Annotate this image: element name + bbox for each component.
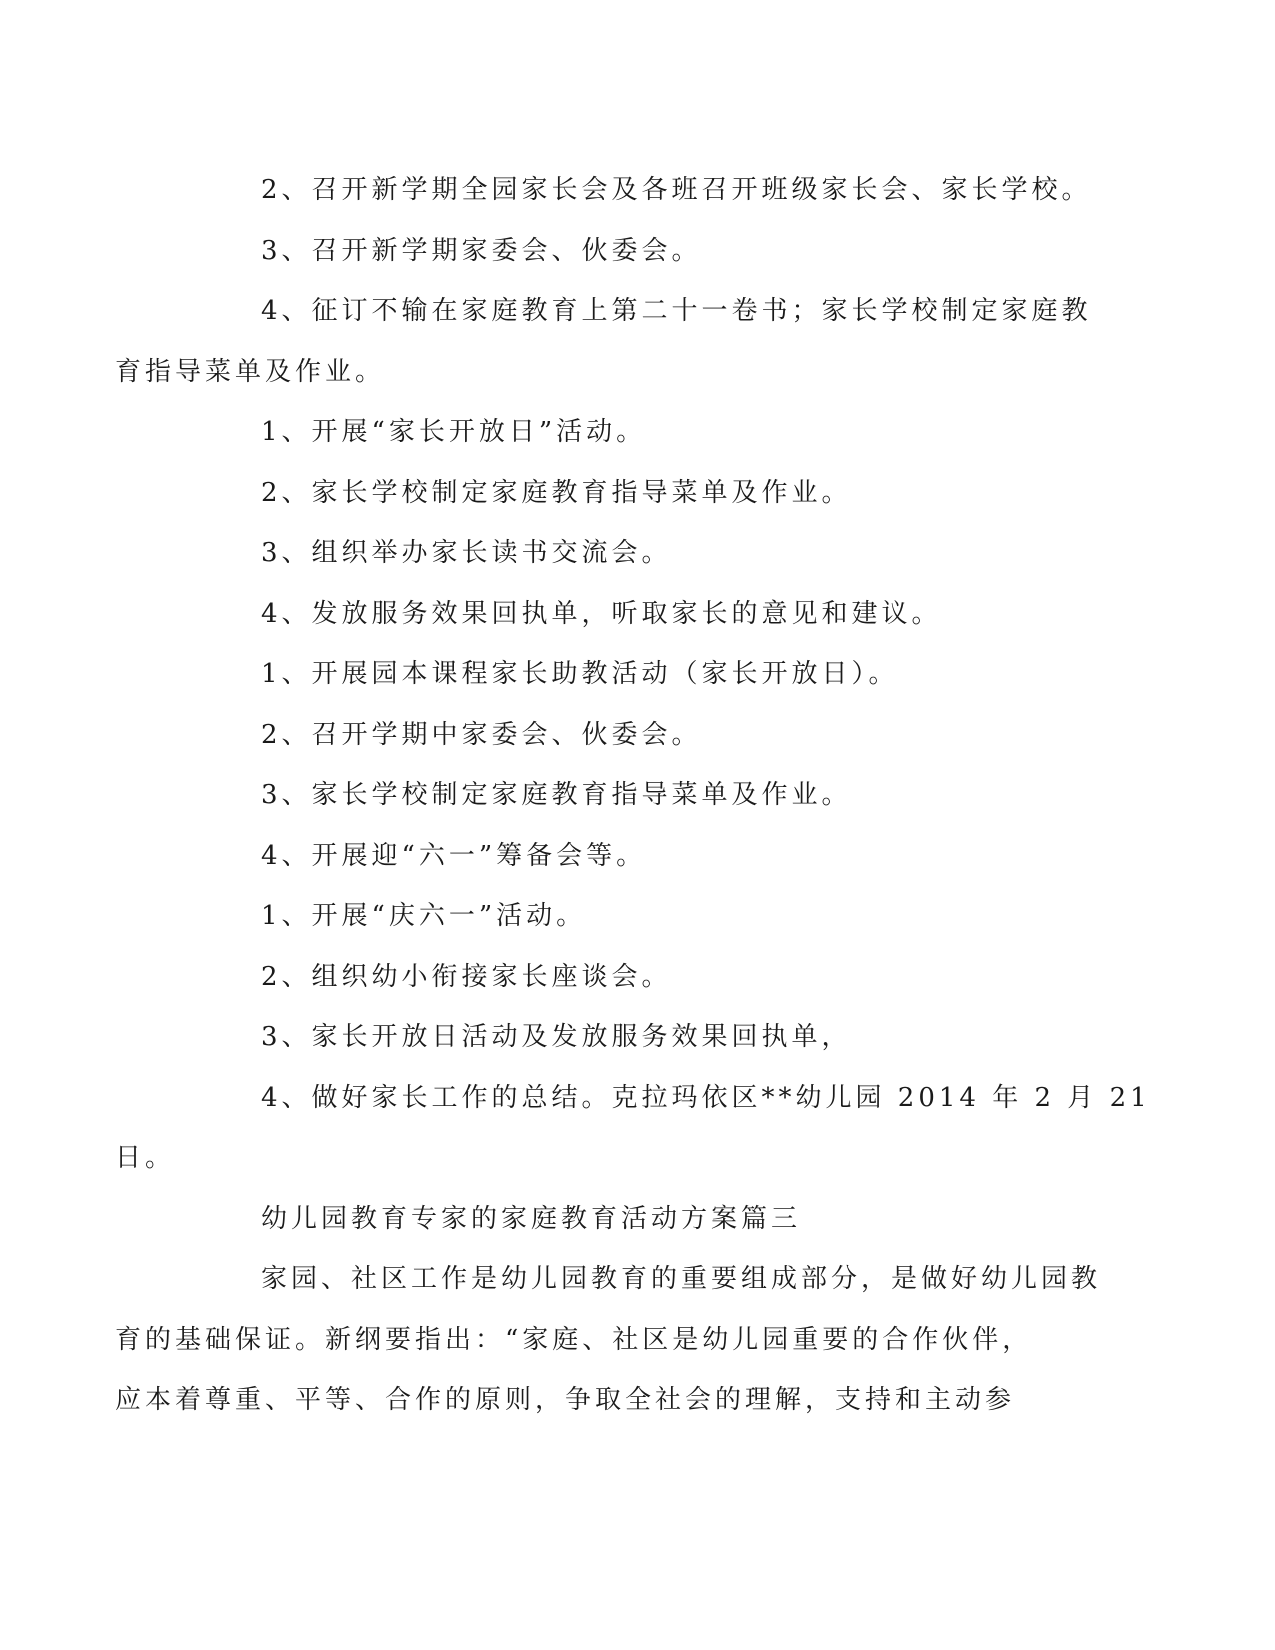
paragraph-14 xyxy=(188,1007,1078,1068)
paragraph-10 xyxy=(188,765,1078,826)
paragraph-5 xyxy=(188,463,1078,524)
paragraph-12 xyxy=(188,886,1078,947)
paragraph-15-line-2: 日。 xyxy=(115,1143,176,1173)
paragraph-7-line-1: 4、发放服务效果回执单，听取家长的意见和建议。 xyxy=(261,598,942,629)
paragraph-13-line-1: 2、组织幼小衔接家长座谈会。 xyxy=(261,961,672,992)
paragraph-17-line-3: 应本着尊重、平等、合作的原则，争取全社会的理解，支持和主动参 xyxy=(115,1385,1016,1415)
paragraph-1 xyxy=(188,160,1092,221)
paragraph-10-line-1: 3、家长学校制定家庭教育指导菜单及作业。 xyxy=(261,780,852,810)
document-body xyxy=(115,160,1151,1431)
paragraph-11 xyxy=(188,826,1078,887)
paragraph-3 xyxy=(115,281,1092,402)
paragraph-3-line-1: 4、征订不输在家庭教育上第二十一卷书；家长学校制定家庭教 xyxy=(261,296,1092,326)
paragraph-13 xyxy=(188,947,1078,1008)
paragraph-15 xyxy=(115,1068,1151,1189)
paragraph-4-line-1: 1、开展“家长开放日”活动。 xyxy=(261,417,647,447)
paragraph-12-line-1: 1、开展“庆六一”活动。 xyxy=(261,901,587,931)
paragraph-7 xyxy=(188,584,1078,645)
paragraph-9-line-1: 2、召开学期中家委会、伙委会。 xyxy=(261,719,702,750)
paragraph-5-line-1: 2、家长学校制定家庭教育指导菜单及作业。 xyxy=(261,477,852,508)
paragraph-8-line-1: 1、开展园本课程家长助教活动（家长开放日）。 xyxy=(261,659,899,689)
paragraph-8 xyxy=(188,644,1078,705)
paragraph-9 xyxy=(188,705,1078,766)
paragraph-2-line-1: 3、召开新学期家委会、伙委会。 xyxy=(261,235,702,266)
paragraph-17-line-2: 育的基础保证。新纲要指出：“家庭、社区是幼儿园重要的合作伙伴， xyxy=(115,1324,1033,1355)
paragraph-17 xyxy=(115,1249,1102,1431)
paragraph-11-line-1: 4、开展迎“六一”筹备会等。 xyxy=(261,840,647,871)
paragraph-17-line-1: 家园、社区工作是幼儿园教育的重要组成部分，是做好幼儿园教 xyxy=(261,1264,1102,1294)
paragraph-2 xyxy=(188,221,1078,282)
paragraph-15-line-1: 4、做好家长工作的总结。克拉玛依区**幼儿园 2014 年 2 月 21 xyxy=(261,1082,1151,1113)
paragraph-3-line-2: 育指导菜单及作业。 xyxy=(115,356,386,387)
paragraph-1-line-1: 2、召开新学期全园家长会及各班召开班级家长会、家长学校。 xyxy=(261,175,1092,205)
paragraph-6 xyxy=(188,523,1078,584)
section-heading-text: 幼儿园教育专家的家庭教育活动方案篇三 xyxy=(261,1203,802,1234)
paragraph-14-line-1: 3、家长开放日活动及发放服务效果回执单， xyxy=(261,1022,852,1052)
paragraph-4 xyxy=(188,402,1078,463)
paragraph-6-line-1: 3、组织举办家长读书交流会。 xyxy=(261,538,672,568)
section-heading xyxy=(188,1189,1078,1250)
